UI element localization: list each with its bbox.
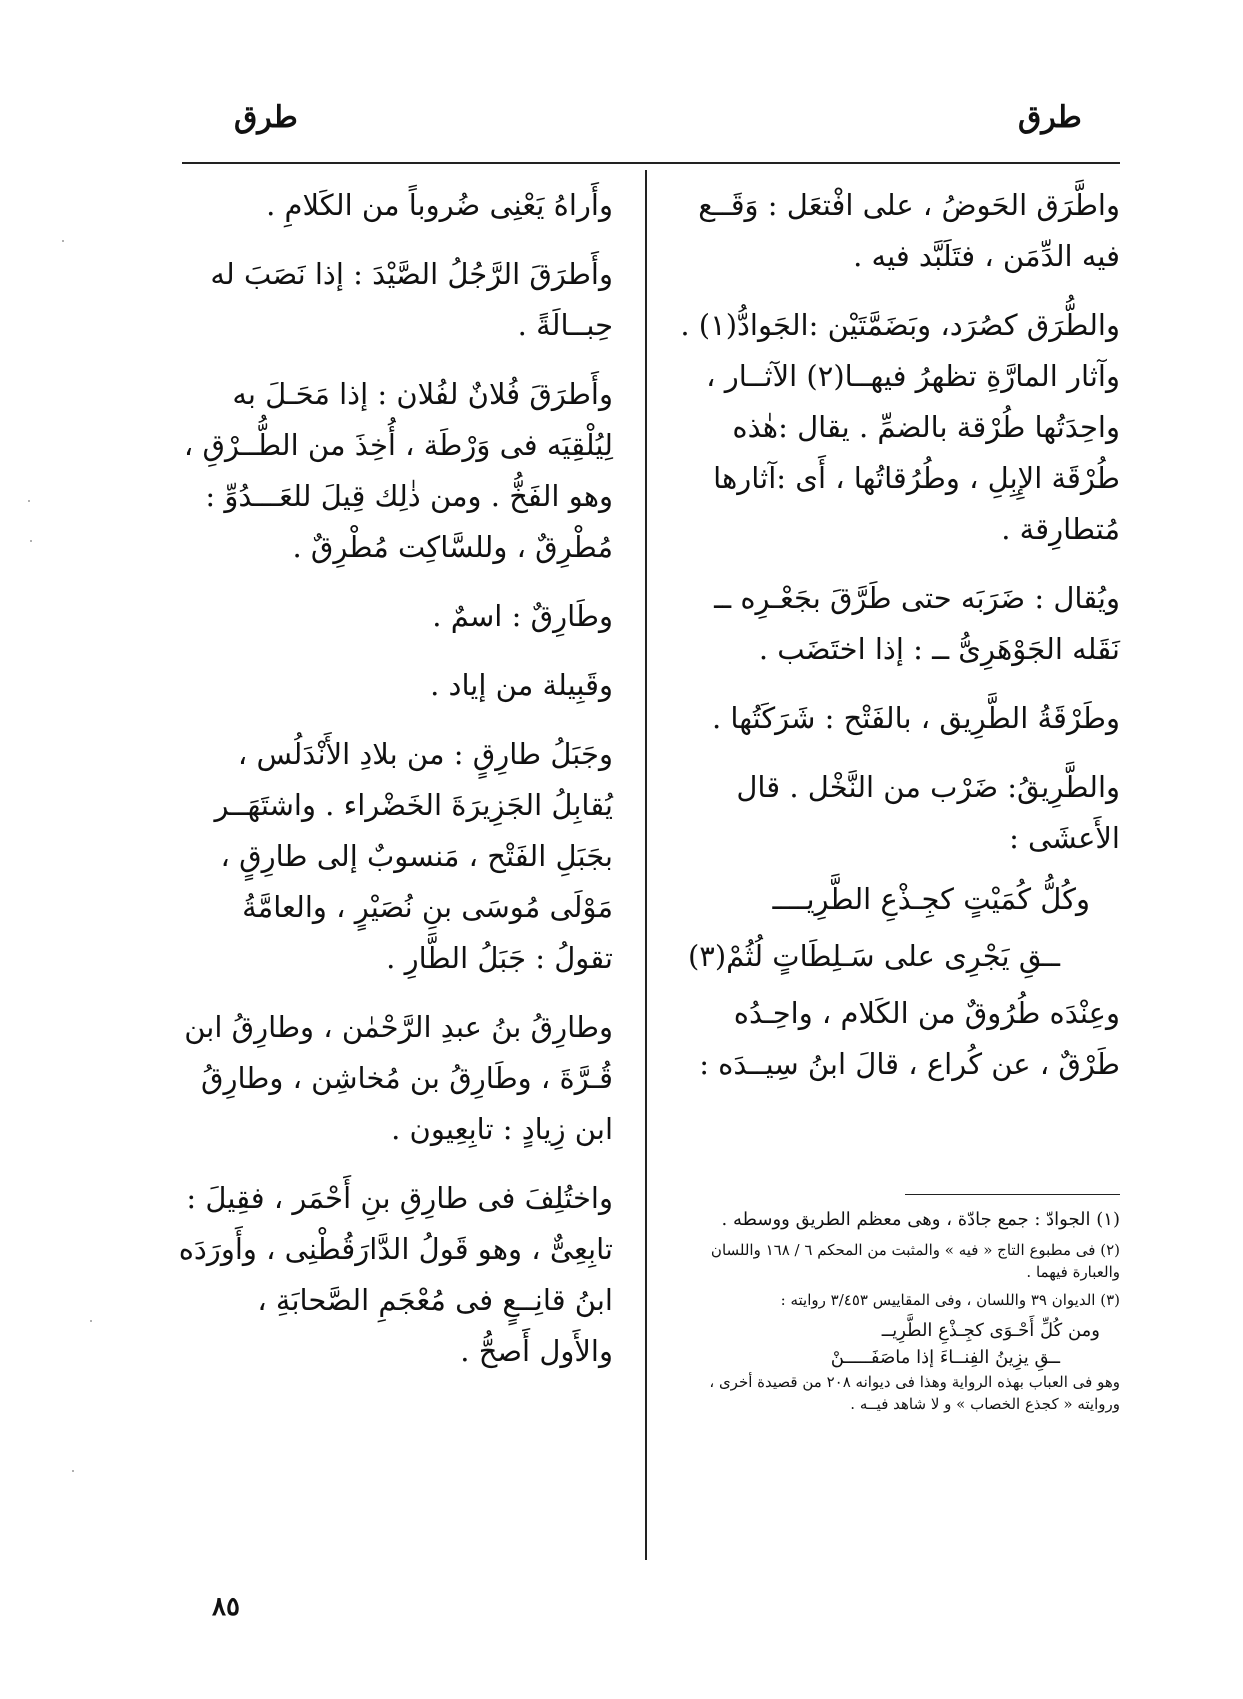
entry-paragraph: والطُّرَق كصُرَد، وبَضَمَّتَيْن :الجَوادُّ(١) . وآثار المارَّةِ تظهرُ فيهــا(٢) الآثــار ، واحِدَتُها طُرْقة بالضمِّ . يقال :هٰذه طُرْقَة الإِبِلِ ، وطُرُقاتُها ، أَى :آثارها مُتطارِقة . <box>680 308 1120 546</box>
left-column <box>175 180 613 1395</box>
scan-speck <box>62 240 64 242</box>
entry-paragraph: ويُقال : ضَرَبَه حتى طَرَّقَ بجَعْـرِه ــ نَقَله الجَوْهَرِىُّ ــ : إذا اختَضَب . <box>714 581 1120 666</box>
page-number: ٨٥ <box>212 1592 240 1622</box>
entry-paragraph: وطَارِقٌ : اسمٌ . <box>432 599 613 633</box>
entry-paragraph: وطارِقُ بنُ عبدِ الرَّحْمٰن ، وطارِقُ ابن قُـرَّةَ ، وطَارِقُ بن مُخاشِن ، وطارِقُ ابن زِيادٍ : تابِعِيون . <box>184 1010 613 1146</box>
entry-paragraph: وأَراهُ يَعْنِى ضُروباً من الكَلامِ . <box>266 188 613 222</box>
header-rule <box>182 162 1120 164</box>
scan-speck <box>72 1470 74 1472</box>
footnote: وهو فى العباب بهذه الرواية وهذا فى ديوانه ٢٠٨ من قصيدة أخرى ، وروايته « كجذع الخصاب » و لا شاهد فيــه . <box>709 1373 1120 1413</box>
column-divider <box>645 170 647 1560</box>
scan-speck <box>90 1320 92 1322</box>
entry-paragraph: والطَّرِيقُ: ضَرْب من النَّخْل . قال الأَعشَى : <box>736 770 1120 855</box>
entry-paragraph: وقَبِيلة من إياد . <box>430 668 613 702</box>
footnote: (١) الجوادّ : جمع جادّة ، وهى معظم الطريق ووسطه . <box>721 1209 1120 1230</box>
entry-paragraph: واختُلِفَ فى طارِقِ بنِ أَحْمَر ، فقِيلَ : تابِعِىٌّ ، وهو قَولُ الدَّارَقُطْنِى ، وأَورَدَه ابنُ قانِــعٍ فى مُعْجَمِ الصَّحابَةِ ، والأَول أَصحُّ . <box>178 1181 613 1368</box>
entry-paragraph: وعِنْدَه طُرُوقٌ من الكَلام ، واحِـدُه طَرْقٌ ، عن كُراع ، قالَ ابنُ سِيــدَه : <box>699 996 1120 1081</box>
footnote-rule <box>905 1194 1120 1195</box>
entry-paragraph: واطَّرَق الحَوضُ ، على افْتعَل : وَقَــع فيه الدِّمَن ، فتَلَبَّد فيه . <box>698 188 1120 273</box>
entry-paragraph: وأَطرَقَ فُلانٌ لفُلان : إذا مَحَـلَ به لِيُلْقِيَه فى وَرْطَة ، أُخِذَ من الطُّــرْقِ ، وهو الفَخُّ . ومن ذٰلِك قِيلَ للعَـــدُوِّ : مُطْرِقٌ ، وللسَّاكِت مُطْرِقٌ . <box>183 377 613 564</box>
running-head-left: طرق <box>234 100 298 135</box>
footnote: (٢) فى مطبوع التاج « فيه » والمثبت من المحكم ٦ / ١٦٨ واللسان والعبارة فيهما . <box>710 1241 1120 1281</box>
verse-line: ــقِ يَجْرِى على سَـلِطَاتٍ لُثُمْ(٣) <box>687 939 1060 973</box>
scan-speck <box>28 500 30 502</box>
entry-paragraph: وطَرْقَةُ الطَّرِيق ، بالفَتْح : شَرَكَتُها . <box>711 701 1120 735</box>
entry-paragraph: وجَبَلُ طارِقٍ : من بلادِ الأَنْدَلُس ، يُقابِلُ الجَزِيرَةَ الخَضْراء . واشتَهَــر بجَبَلِ الفَتْح ، مَنسوبٌ إلى طارِقٍ ، مَوْلَى مُوسَى بنِ نُصَيْرٍ ، والعامَّةُ تقولُ : جَبَلُ الطَّارِ . <box>214 737 613 975</box>
scan-speck <box>30 540 32 542</box>
footnote-verse: ــقِ يزِينُ الفِنــاءَ إذا ماصَفَـــــنْ <box>830 1347 1060 1368</box>
entry-paragraph: وأَطرَقَ الرَّجُلُ الصَّيْدَ : إذا نَصَبَ له حِبــالَةً . <box>210 257 613 342</box>
verse-line: وكُلُّ كُمَيْتٍ كجِـذْعِ الطَّرِيــــ <box>772 882 1090 916</box>
footnotes <box>670 1206 1120 1421</box>
footnote: (٣) الديوان ٣٩ واللسان ، وفى المقاييس ٣/٤٥٣ روايته : <box>780 1291 1120 1309</box>
running-head-right: طرق <box>1018 100 1082 135</box>
footnote-verse: ومن كُلِّ أَحْـوَى كجِـذْعِ الطَّرِيــ <box>881 1320 1100 1341</box>
right-column <box>670 180 1120 1108</box>
